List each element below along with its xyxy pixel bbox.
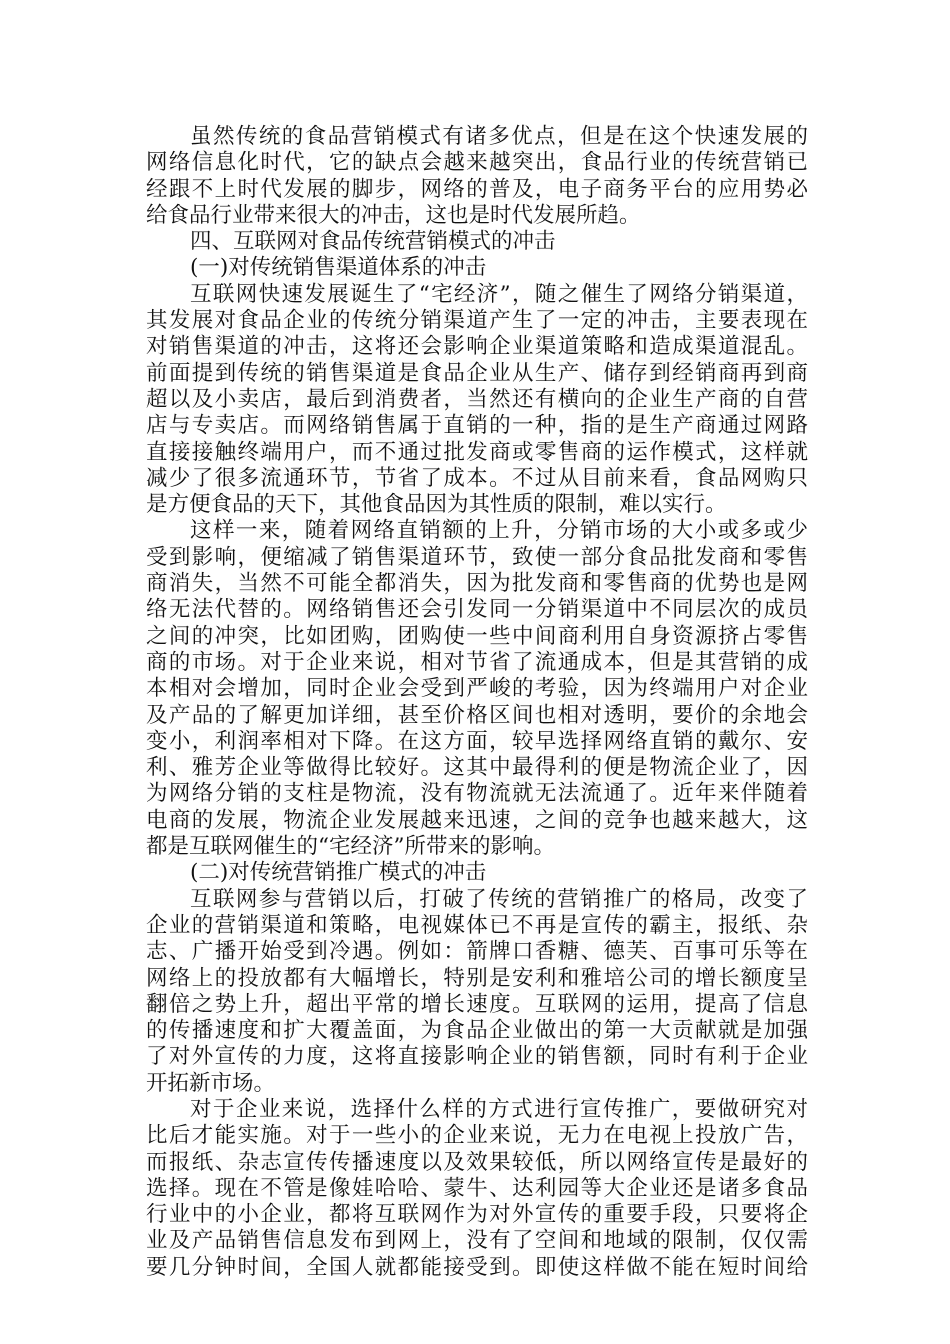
text-line: 变小，利润率相对下降。在这方面，较早选择网络直销的戴尔、安	[146, 728, 808, 754]
text-line: 其发展对食品企业的传统分销渠道产生了一定的冲击，主要表现在	[146, 308, 808, 334]
text-line: 络无法代替的。网络销售还会引发同一分销渠道中不同层次的成员	[146, 597, 808, 623]
text-line: 行业中的小企业，都将互联网作为对外宣传的重要手段，只要将企	[146, 1202, 808, 1228]
text-line: 店与专卖店。而网络销售属于直销的一种，指的是生产商通过网路	[146, 413, 808, 439]
text-line: 选择。现在不管是像娃哈哈、蒙牛、达利园等大企业还是诸多食品	[146, 1175, 808, 1201]
text-line: 而报纸、杂志宣传传播速度以及效果较低，所以网络宣传是最好的	[146, 1149, 808, 1175]
text-line: 受到影响，便缩减了销售渠道环节，致使一部分食品批发商和零售	[146, 544, 808, 570]
text-line: 电商的发展，物流企业发展越来迅速，之间的竞争也越来越大，这	[146, 807, 808, 833]
text-line: 企业的营销渠道和策略，电视媒体已不再是宣传的霸主，报纸、杂	[146, 912, 808, 938]
text-line: 翻倍之势上升，超出平常的增长速度。互联网的运用，提高了信息	[146, 991, 808, 1017]
text-line: 网络信息化时代，它的缺点会越来越突出，食品行业的传统营销已	[146, 150, 808, 176]
text-line: 要几分钟时间，全国人就都能接受到。即使这样做不能在短时间给	[146, 1254, 808, 1280]
text-line: 对于企业来说，选择什么样的方式进行宣传推广，要做研究对	[190, 1096, 808, 1122]
text-line: (一)对传统销售渠道体系的冲击	[190, 255, 487, 281]
text-line: 互联网参与营销以后，打破了传统的营销推广的格局，改变了	[190, 886, 808, 912]
text-line: 比后才能实施。对于一些小的企业来说，无力在电视上投放广告，	[146, 1123, 808, 1149]
text-line: 超以及小卖店，最后到消费者，当然还有横向的企业生产商的自营	[146, 386, 808, 412]
text-line: 对销售渠道的冲击，这将还会影响企业渠道策略和造成渠道混乱。	[146, 334, 808, 360]
text-line: 本相对会增加，同时企业会受到严峻的考验，因为终端用户对企业	[146, 676, 808, 702]
text-line: 的传播速度和扩大覆盖面，为食品企业做出的第一大贡献就是加强	[146, 1018, 808, 1044]
text-line: 直接接触终端用户，而不通过批发商或零售商的运作模式，这样就	[146, 439, 808, 465]
text-line: 及产品的了解更加详细，甚至价格区间也相对透明，要价的余地会	[146, 702, 808, 728]
text-line: 都是互联网催生的“宅经济”所带来的影响。	[146, 834, 555, 860]
text-line: 给食品行业带来很大的冲击，这也是时代发展所趋。	[146, 202, 641, 228]
text-line: 这样一来，随着网络直销额的上升，分销市场的大小或多或少	[190, 518, 808, 544]
text-line: 为网络分销的支柱是物流，没有物流就无法流通了。近年来伴随着	[146, 781, 808, 807]
text-line: 了对外宣传的力度，这将直接影响企业的销售额，同时有利于企业	[146, 1044, 808, 1070]
text-line: 商的市场。对于企业来说，相对节省了流通成本，但是其营销的成	[146, 649, 808, 675]
text-line: 经跟不上时代发展的脚步，网络的普及，电子商务平台的应用势必	[146, 176, 808, 202]
article-body	[146, 124, 808, 1281]
text-line: (二)对传统营销推广模式的冲击	[190, 860, 487, 886]
text-line: 之间的冲突，比如团购，团购使一些中间商利用自身资源挤占零售	[146, 623, 808, 649]
text-line: 是方便食品的天下，其他食品因为其性质的限制，难以实行。	[146, 492, 727, 518]
text-line: 业及产品销售信息发布到网上，没有了空间和地域的限制，仅仅需	[146, 1228, 808, 1254]
text-line: 四、互联网对食品传统营销模式的冲击	[190, 229, 556, 255]
text-line: 前面提到传统的销售渠道是食品企业从生产、储存到经销商再到商	[146, 360, 808, 386]
text-line: 开拓新市场。	[146, 1070, 276, 1096]
text-line: 商消失，当然不可能全都消失，因为批发商和零售商的优势也是网	[146, 571, 808, 597]
text-line: 虽然传统的食品营销模式有诸多优点，但是在这个快速发展的	[190, 124, 808, 149]
text-line: 利、雅芳企业等做得比较好。这其中最得利的便是物流企业了，因	[146, 755, 808, 781]
text-line: 网络上的投放都有大幅增长，特别是安利和雅培公司的增长额度呈	[146, 965, 808, 991]
text-line: 志、广播开始受到冷遇。例如：箭牌口香糖、德芙、百事可乐等在	[146, 939, 808, 965]
text-line: 互联网快速发展诞生了“宅经济”，随之催生了网络分销渠道，	[190, 281, 808, 307]
text-line: 减少了很多流通环节，节省了成本。不过从目前来看，食品网购只	[146, 465, 808, 491]
